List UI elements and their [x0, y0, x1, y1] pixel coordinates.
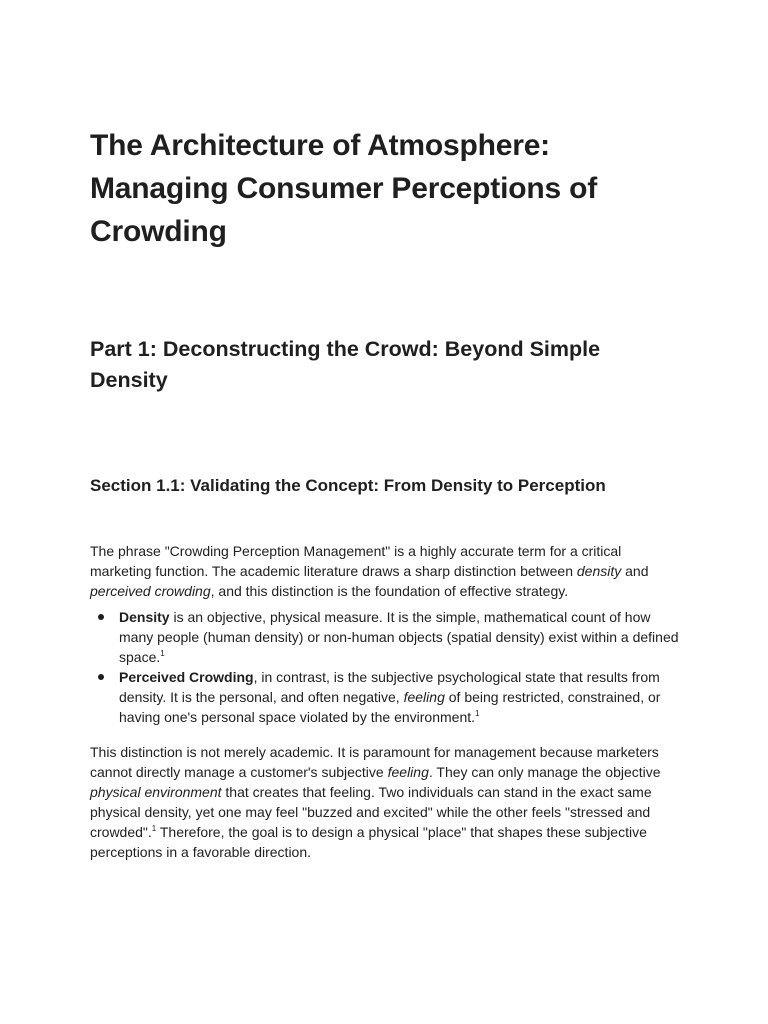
footnote-ref[interactable]: 1: [160, 649, 165, 658]
list-item-perceived-crowding: [90, 667, 680, 727]
emphasis-physical-environment: physical environment: [90, 784, 222, 800]
footnote-ref[interactable]: 1: [151, 824, 157, 833]
document-title: The Architecture of Atmosphere: Managing Consumer Perceptions of Crowding: [90, 129, 597, 248]
definition-list: [90, 607, 680, 727]
emphasis-feeling: feeling: [387, 764, 429, 780]
text-run: The phrase "Crowding Perception Management" is a highly accurate term for a critical marketing function. The academic literature draws a sharp distinction between: [90, 543, 622, 579]
text-run: and: [621, 563, 649, 579]
section-heading: Section 1.1: Validating the Concept: From Density to Perception: [90, 476, 606, 495]
definition-text: , in contrast, is the subjective psychological state that results from density. It is the personal, and often negative,: [119, 669, 660, 705]
text-run: Therefore, the goal is to design a physical "place" that shapes these subjective perceptions in a favorable direction.: [90, 824, 647, 860]
text-run: . They can only manage the objective: [428, 764, 661, 780]
footnote-ref[interactable]: 1: [475, 709, 480, 718]
term-perceived-crowding: Perceived Crowding: [119, 669, 254, 685]
text-run: that creates that feeling. Two individuals can stand in the exact same physical density, yet one may feel "buzzed and excited" while the other feels "stressed and crowded".: [90, 784, 652, 840]
part-heading: Part 1: Deconstructing the Crowd: Beyond Simple Density: [90, 337, 601, 392]
list-item-density: [90, 607, 680, 667]
bullet-icon: [98, 674, 104, 680]
text-run: This distinction is not merely academic. It is paramount for management because marketers cannot directly manage a customer's subjective: [90, 744, 659, 780]
term-density: Density: [119, 609, 170, 625]
emphasis-perceived-crowding: perceived crowding: [90, 583, 211, 599]
bullet-icon: [98, 614, 104, 620]
emphasis-feeling: feeling: [403, 689, 445, 705]
intro-paragraph: [90, 541, 680, 601]
definition-text: is an objective, physical measure. It is the simple, mathematical count of how many people (human density) or non-human objects (spatial density) exist within a defined space.: [119, 609, 679, 665]
emphasis-density: density: [576, 563, 622, 579]
management-paragraph: [90, 742, 680, 862]
definition-text: of being restricted, constrained, or having one's personal space violated by the environment.: [119, 689, 661, 725]
text-run: , and this distinction is the foundation of effective strategy.: [210, 583, 569, 599]
